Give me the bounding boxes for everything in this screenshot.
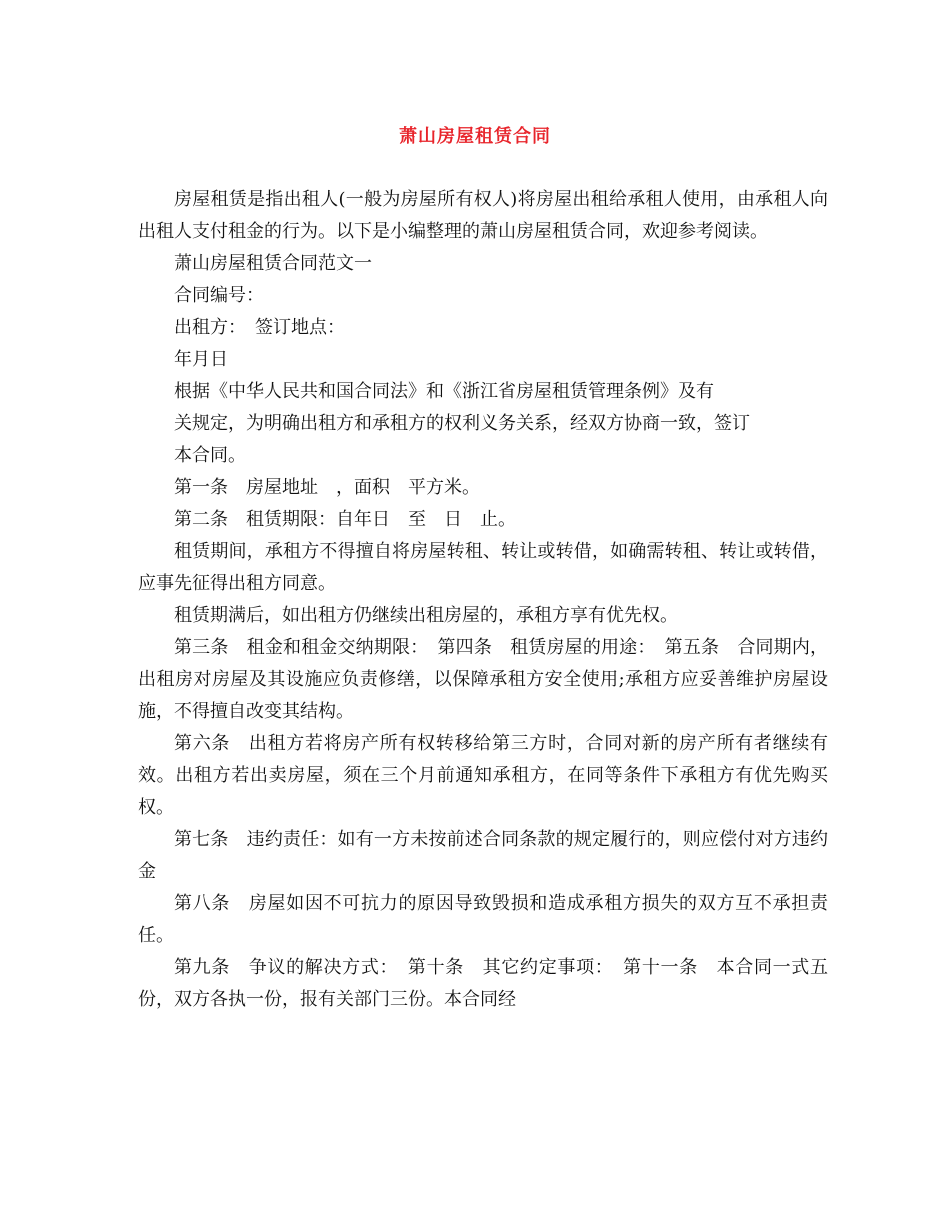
paragraph-article-8: 第八条 房屋如因不可抗力的原因导致毁损和造成承租方损失的双方互不承担责任。	[138, 893, 828, 946]
document-title: 萧山房屋租赁合同	[399, 126, 551, 147]
paragraph-article-7: 第七条 违约责任：如有一方未按前述合同条款的规定履行的，则应偿付对方违约金	[138, 829, 828, 882]
paragraph-basis-line-2: 关规定，为明确出租方和承租方的权利义务关系，经双方协商一致，签订	[174, 413, 750, 434]
paragraph-article-2: 第二条 租赁期限：自年日 至 日 止。	[174, 509, 516, 530]
paragraph-articles-3-5: 第三条 租金和租金交纳期限： 第四条 租赁房屋的用途： 第五条 合同期内，出租房对房屋及其设施应负责修缮，以保障承租方安全使用;承租方应妥善维护房屋设施，不得擅自改变其结构。	[138, 637, 828, 722]
paragraph-article-6: 第六条 出租方若将房产所有权转移给第三方时，合同对新的房产所有者继续有效。出租方若出卖房屋，须在三个月前通知承租方，在同等条件下承租方有优先购买权。	[138, 733, 828, 818]
paragraph-priority: 租赁期满后，如出租方仍继续出租房屋的，承租方享有优先权。	[174, 605, 678, 626]
paragraph-lessor-location: 出租方： 签订地点：	[174, 317, 345, 338]
paragraph-articles-9-11: 第九条 争议的解决方式： 第十条 其它约定事项： 第十一条 本合同一式五份，双方各执一份，报有关部门三份。本合同经	[138, 957, 828, 1010]
paragraph-sample-heading: 萧山房屋租赁合同范文一	[174, 253, 372, 274]
paragraph-contract-number: 合同编号：	[174, 285, 264, 306]
paragraph-basis-line-1: 根据《中华人民共和国合同法》和《浙江省房屋租赁管理条例》及有	[174, 381, 714, 402]
paragraph-date: 年月日	[174, 349, 228, 370]
paragraph-article-1: 第一条 房屋地址 ，面积 平方米。	[174, 477, 480, 498]
paragraph-sublease: 租赁期间，承租方不得擅自将房屋转租、转让或转借，如确需转租、转让或转借，应事先征得出租方同意。	[138, 541, 828, 594]
document-body	[138, 184, 828, 1016]
paragraph-basis-line-3: 本合同。	[174, 445, 246, 466]
paragraph-intro: 房屋租赁是指出租人(一般为房屋所有权人)将房屋出租给承租人使用，由承租人向出租人支付租金的行为。以下是小编整理的萧山房屋租赁合同，欢迎参考阅读。	[138, 189, 828, 242]
